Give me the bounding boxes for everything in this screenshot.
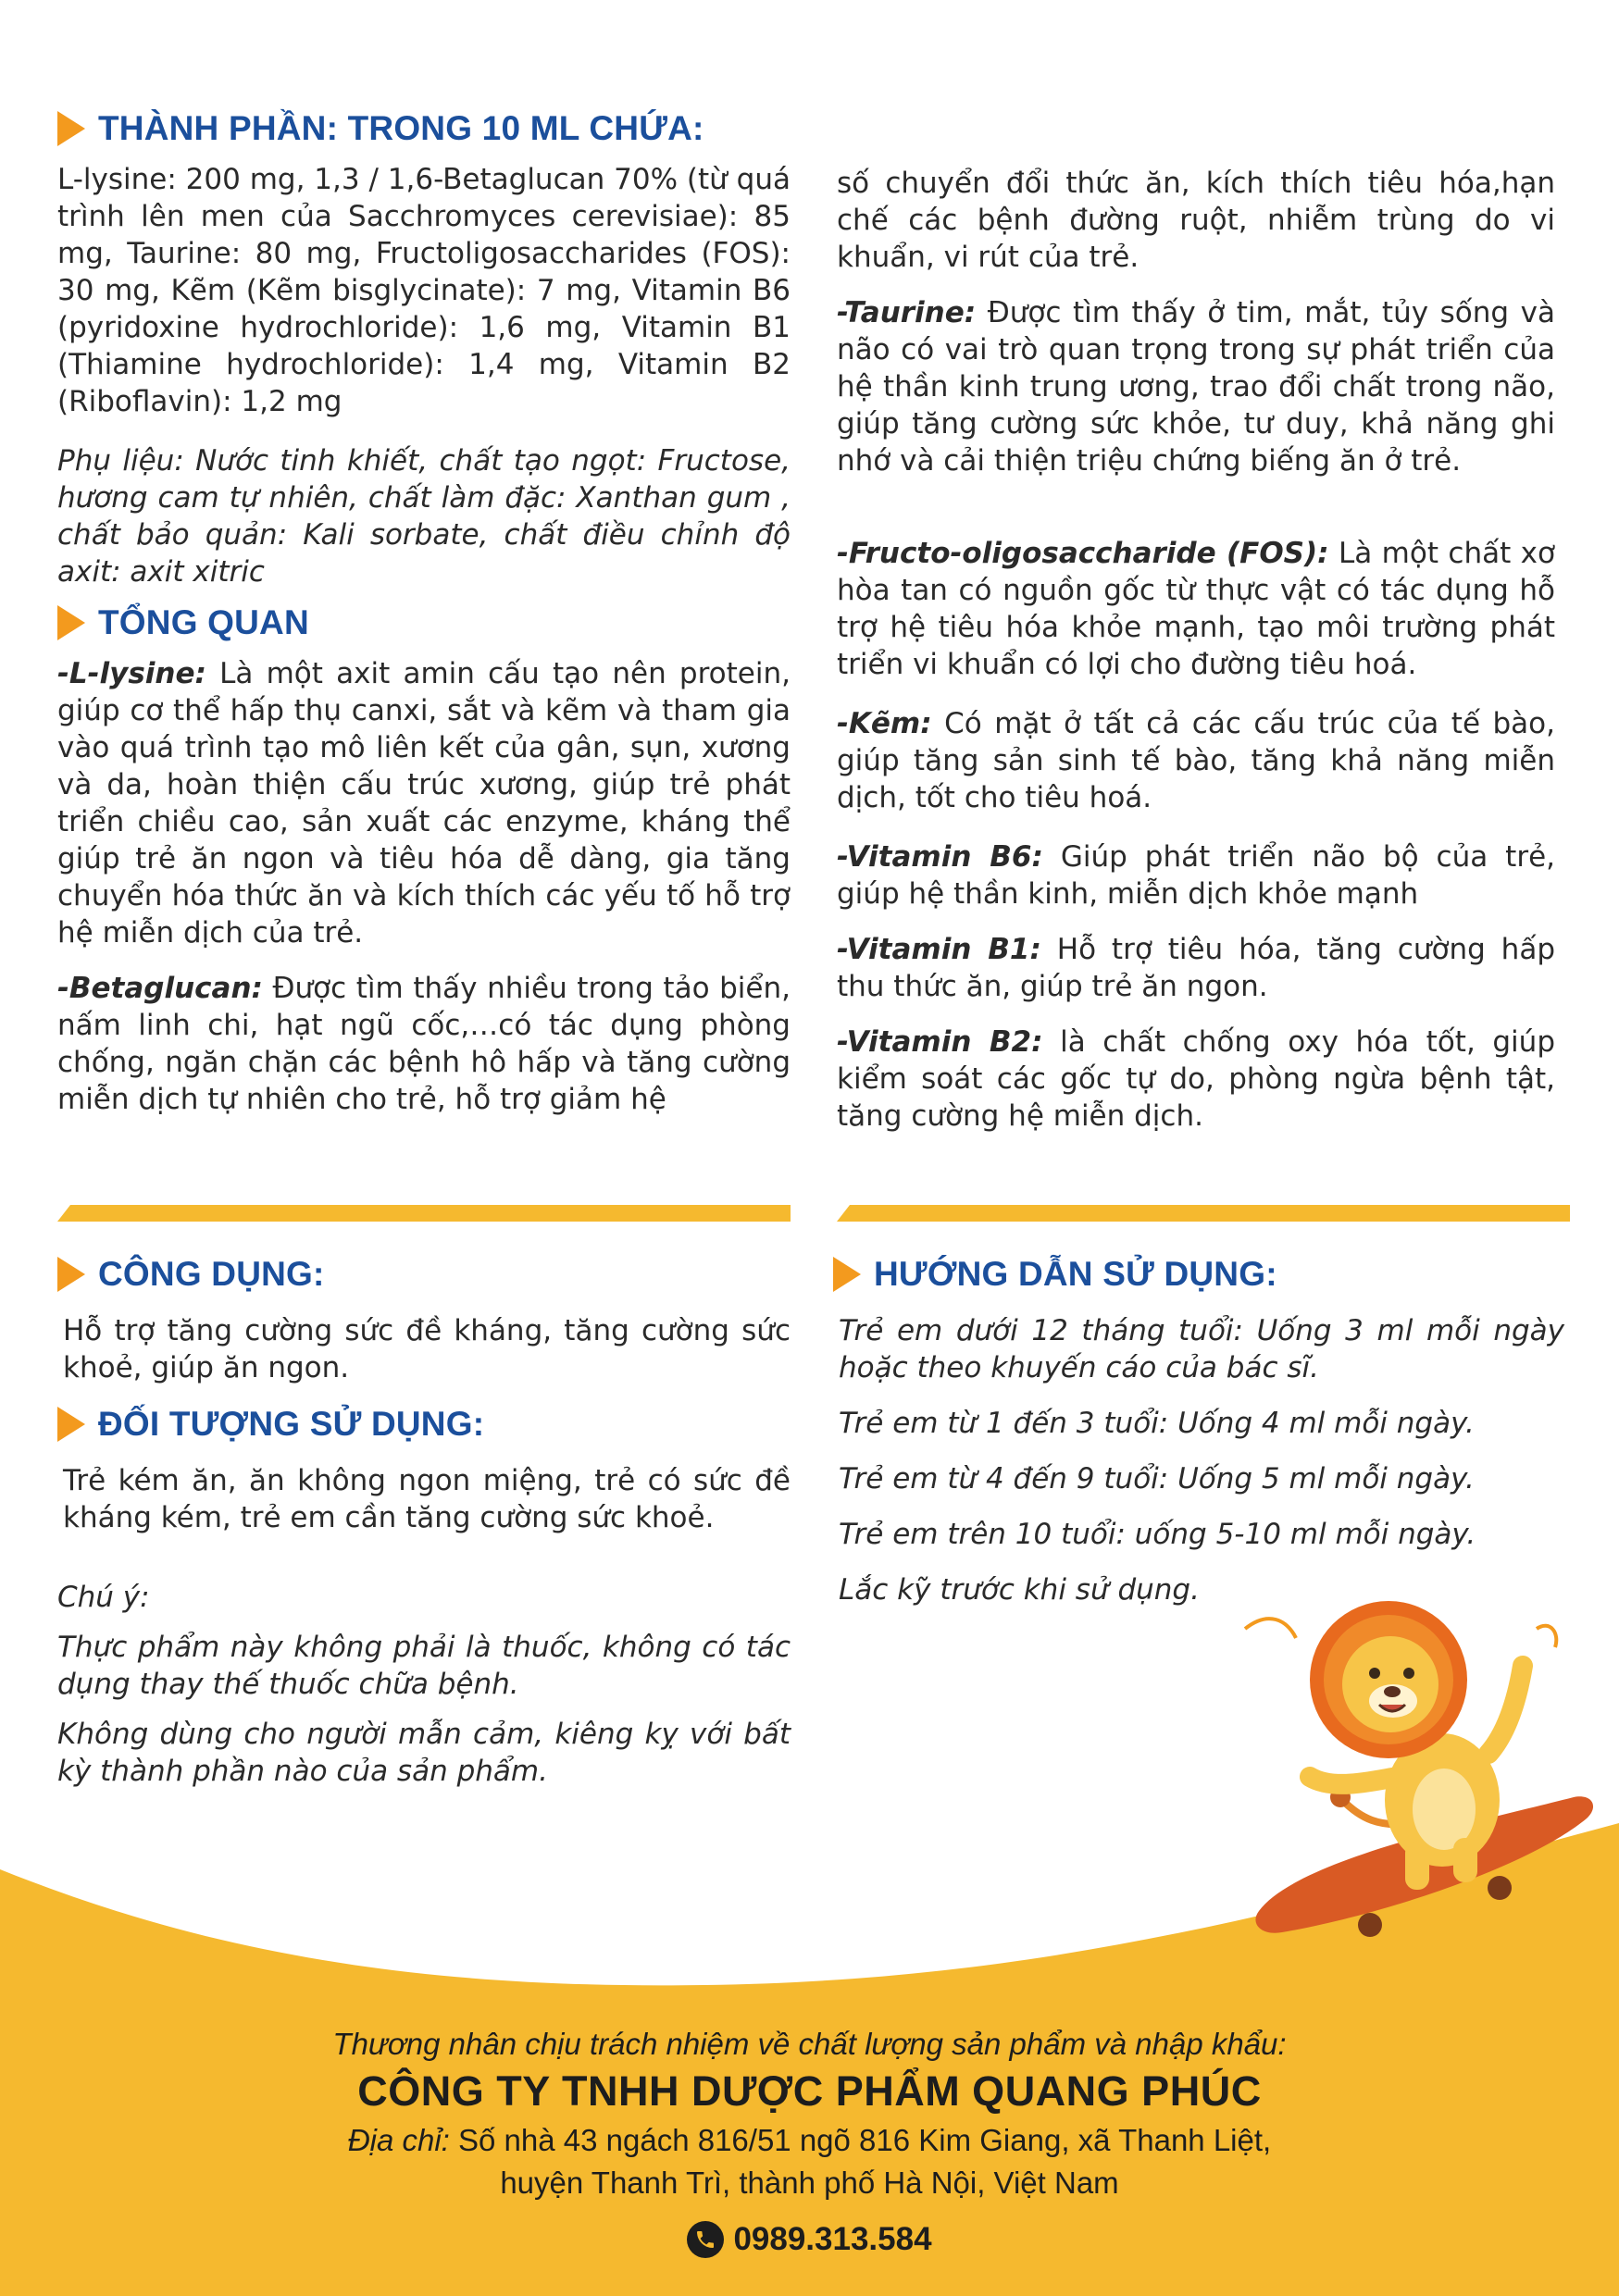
right-column (837, 165, 1555, 1135)
directions-heading (833, 1255, 1564, 1294)
overview-item-betaglucan (57, 970, 791, 1118)
target-heading-text: ĐỐI TƯỢNG SỬ DỤNG: (98, 1405, 485, 1443)
direction-line: Lắc kỹ trước khi sử dụng. (839, 1573, 1200, 1607)
overview-item-b1 (837, 931, 1555, 1005)
composition-heading-text: THÀNH PHẦN: TRONG 10 ML CHỨA: (98, 109, 704, 147)
betaglucan-continuation: số chuyển đổi thức ăn, kích thích tiêu hóa,hạn chế các bệnh đường ruột, nhiễm trùng do vi khuẩn, vi rút của trẻ. (837, 167, 1555, 274)
overview-heading (57, 603, 791, 642)
term-description: Có mặt ở tất cả các cấu trúc của tế bào, giúp tăng sản sinh tế bào, tăng khả năng miễn dịch, tốt cho tiêu hoá. (837, 707, 1555, 814)
left-column (57, 109, 791, 1118)
overview-item-fos (837, 535, 1555, 683)
term-description: Hỗ trợ tiêu hóa, tăng cường hấp thu thức ăn, giúp trẻ ăn ngon. (837, 933, 1556, 1003)
overview-item-b2 (837, 1024, 1555, 1135)
responsible-party: Thương nhân chịu trách nhiệm về chất lượng sản phẩm và nhập khẩu: (332, 2027, 1287, 2061)
section-divider-right (837, 1205, 1570, 1222)
term-description: là chất chống oxy hóa tốt, giúp kiểm soát các gốc tự do, phòng ngừa bệnh tật, tăng cường hệ miễn dịch. (837, 1025, 1555, 1133)
overview-item-taurine (837, 294, 1555, 479)
term-description: Giúp phát triển não bộ của trẻ, giúp hệ thần kinh, miễn dịch khỏe mạnh (837, 840, 1555, 911)
term-description: Là một axit amin cấu tạo nên protein, giúp cơ thể hấp thụ canxi, sắt và kẽm và tham gia vào quá trình tạo mô liên kết của gân, sụn, xương và da, hoàn thiện cấu trúc xương, giúp trẻ phát triển chiều cao, sản xuất các enzyme, kháng thể giúp trẻ ăn ngon và tiêu hóa dễ dàng, gia tăng chuyển hóa thức ăn và kích thích các yếu tố hỗ trợ hệ miễn dịch của trẻ. (57, 657, 791, 949)
company-address (0, 2119, 1619, 2204)
address-line-2: huyện Thanh Trì, thành phố Hà Nội, Việt Nam (500, 2166, 1119, 2200)
direction-line: Trẻ em dưới 12 tháng tuổi: Uống 3 ml mỗi ngày hoặc theo khuyến cáo của bác sĩ. (839, 1314, 1564, 1384)
term-label: -Vitamin B1: (837, 933, 1041, 966)
composition-heading (57, 109, 791, 148)
address-label: Địa chỉ: (347, 2123, 450, 2157)
section-divider-left (57, 1205, 791, 1222)
excipients-text: Phụ liệu: Nước tinh khiết, chất tạo ngọt: Fructose, hương cam tự nhiên, chất làm đặc: Xanthan gum , chất bảo quản: Kali sorbate, chất điều chỉnh độ axit: axit xitric (57, 444, 791, 589)
target-heading (57, 1405, 791, 1444)
uses-heading-text: CÔNG DỤNG: (98, 1255, 325, 1293)
lion-skateboard-illustration (1194, 1592, 1601, 1962)
lower-right-column (833, 1255, 1564, 1608)
term-description: Được tìm thấy nhiều trong tảo biển, nấm linh chi, hạt ngũ cốc,…có tác dụng phòng chống, ngăn chặn các bệnh hô hấp và tăng cường miễn dịch tự nhiên cho trẻ, hỗ trợ giảm hệ (57, 972, 791, 1116)
note-line-1: Thực phẩm này không phải là thuốc, không có tác dụng thay thế thuốc chữa bệnh. (57, 1631, 791, 1701)
term-label: -Vitamin B2: (837, 1025, 1043, 1059)
uses-heading (57, 1255, 791, 1294)
term-label: -Fructo-oligosaccharide (FOS): (837, 537, 1329, 570)
target-text: Trẻ kém ăn, ăn không ngon miệng, trẻ có sức đề kháng kém, trẻ em cần tăng cường sức khoẻ. (63, 1464, 791, 1534)
lower-left-column (57, 1255, 791, 1790)
direction-line: Trẻ em từ 1 đến 3 tuổi: Uống 4 ml mỗi ngày. (839, 1407, 1475, 1440)
term-description: Được tìm thấy ở tim, mắt, tủy sống và não có vai trò quan trọng trong sự phát triển của hệ thần kinh trung ương, trao đổi chất trong não, giúp tăng cường sức khỏe, tư duy, khả năng ghi nhớ và cải thiện triệu chứng biếng ăn ở trẻ. (837, 296, 1555, 478)
term-label: -Betaglucan: (57, 972, 263, 1005)
ingredients-text: L-lysine: 200 mg, 1,3 / 1,6-Betaglucan 70% (từ quá trình lên men của Sacchromyces cerevisiae): 85 mg, Taurine: 80 mg, Fructoligosaccharides (FOS): 30 mg, Kẽm (Kẽm bisglycinate): 7 mg, Vitamin B6 (pyridoxine hydrochloride): 1,6 mg, Vitamin B1 (Thiamine hydrochloride): 1,4 mg, Vitamin B2 (Riboflavin): 1,2 mg (57, 163, 791, 418)
triangle-bullet-icon (57, 605, 85, 640)
term-label: -L-lysine: (57, 657, 206, 690)
term-label: -Vitamin B6: (837, 840, 1043, 874)
phone-number: 0989.313.584 (733, 2221, 932, 2257)
uses-text: Hỗ trợ tăng cường sức đề kháng, tăng cường sức khoẻ, giúp ăn ngon. (63, 1314, 791, 1384)
overview-heading-text: TỔNG QUAN (98, 603, 309, 641)
triangle-bullet-icon (57, 111, 85, 146)
triangle-bullet-icon (57, 1407, 85, 1442)
phone-icon (687, 2221, 724, 2258)
directions-heading-text: HƯỚNG DẪN SỬ DỤNG: (874, 1255, 1277, 1293)
address-line-1: Số nhà 43 ngách 816/51 ngõ 816 Kim Giang, xã Thanh Liệt, (449, 2123, 1272, 2157)
term-description: Là một chất xơ hòa tan có nguồn gốc từ thực vật có tác dụng hỗ trợ hệ tiêu hóa khỏe mạnh, tạo môi trường phát triển vi khuẩn có lợi cho đường tiêu hoá. (837, 537, 1555, 681)
term-label: -Kẽm: (837, 707, 932, 740)
phone-contact[interactable] (687, 2221, 931, 2258)
triangle-bullet-icon (833, 1257, 861, 1292)
direction-line: Trẻ em trên 10 tuổi: uống 5-10 ml mỗi ngày. (839, 1518, 1476, 1551)
triangle-bullet-icon (57, 1257, 85, 1292)
overview-item-b6 (837, 838, 1555, 912)
overview-item-zinc (837, 705, 1555, 816)
term-label: -Taurine: (837, 296, 977, 329)
direction-line: Trẻ em từ 4 đến 9 tuổi: Uống 5 ml mỗi ngày. (839, 1462, 1475, 1496)
note-label: Chú ý: (57, 1581, 150, 1614)
note-line-2: Không dùng cho người mẫn cảm, kiêng kỵ với bất kỳ thành phần nào của sản phẩm. (57, 1718, 791, 1788)
overview-item-lysine (57, 655, 791, 951)
company-name: CÔNG TY TNHH DƯỢC PHẨM QUANG PHÚC (357, 2067, 1262, 2115)
footer-text (0, 2027, 1619, 2258)
